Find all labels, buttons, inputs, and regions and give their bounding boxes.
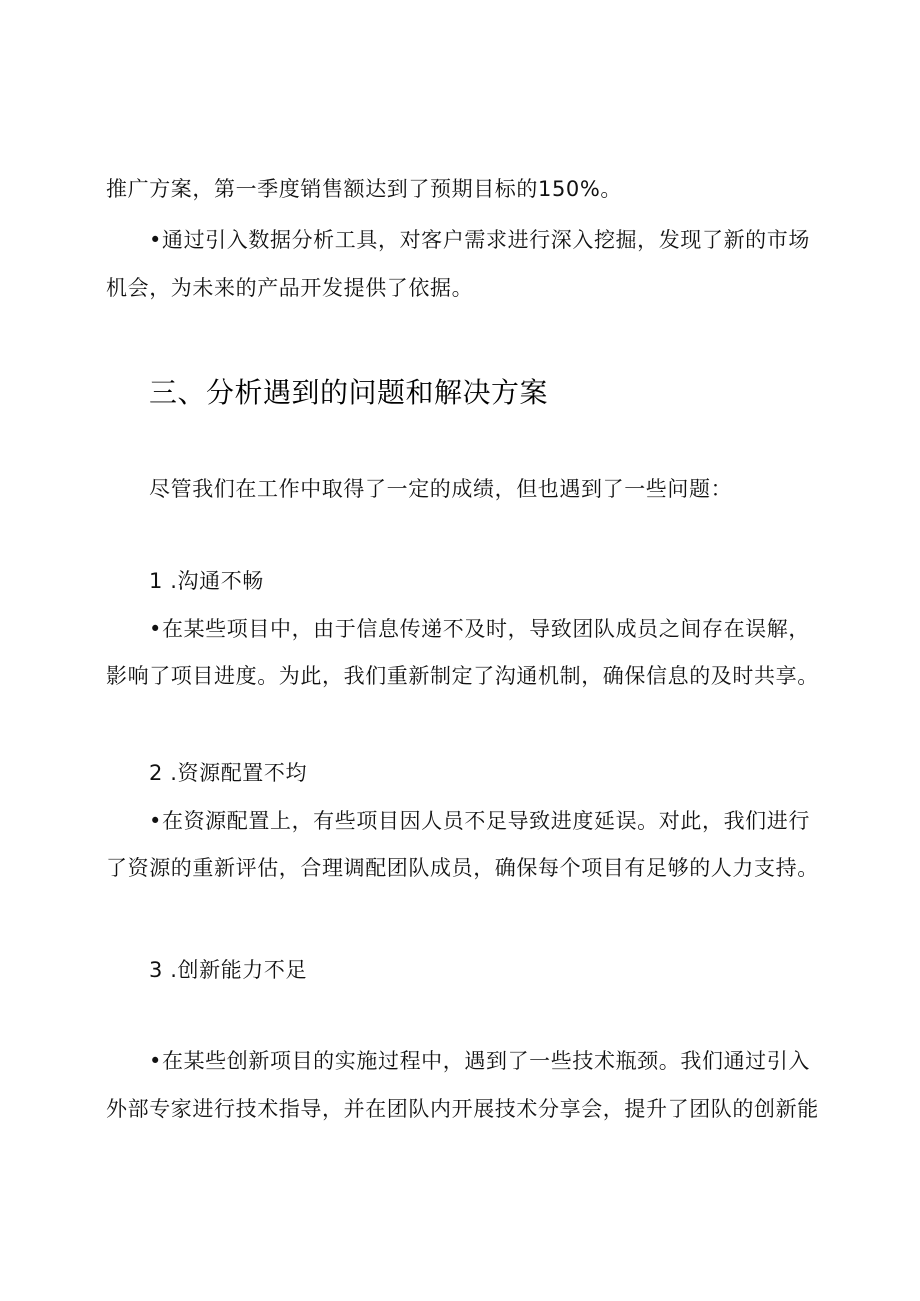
- section-intro: 尽管我们在工作中取得了一定的成绩，但也遇到了一些问题：: [149, 477, 733, 501]
- problem-title-3: 3 .创新能力不足: [149, 958, 308, 982]
- problem-3-line-2: 外部专家进行技术指导，并在团队内开展技术分享会，提升了团队的创新能: [106, 1097, 819, 1121]
- problem-1-line-2: 影响了项目进度。为此，我们重新制定了沟通机制，确保信息的及时共享。: [106, 664, 819, 688]
- problem-title-1: 1 .沟通不畅: [149, 569, 264, 593]
- problem-title-2: 2 .资源配置不均: [149, 761, 308, 785]
- problem-2-line-2: 了资源的重新评估，合理调配团队成员，确保每个项目有足够的人力支持。: [106, 856, 819, 880]
- bullet-line-data-analysis-1: •通过引入数据分析工具，对客户需求进行深入挖掘，发现了新的市场: [149, 228, 810, 252]
- problem-3-line-1: •在某些创新项目的实施过程中，遇到了一些技术瓶颈。我们通过引入: [149, 1049, 810, 1073]
- paragraph-line-intro-tail: 推广方案，第一季度销售额达到了预期目标的150%。: [106, 177, 623, 201]
- section-heading: 三、分析遇到的问题和解决方案: [149, 376, 549, 409]
- problem-2-line-1: •在资源配置上，有些项目因人员不足导致进度延误。对此，我们进行: [149, 809, 810, 833]
- problem-1-line-1: •在某些项目中，由于信息传递不及时，导致团队成员之间存在误解，: [149, 617, 810, 641]
- bullet-line-data-analysis-2: 机会，为未来的产品开发提供了依据。: [106, 276, 474, 300]
